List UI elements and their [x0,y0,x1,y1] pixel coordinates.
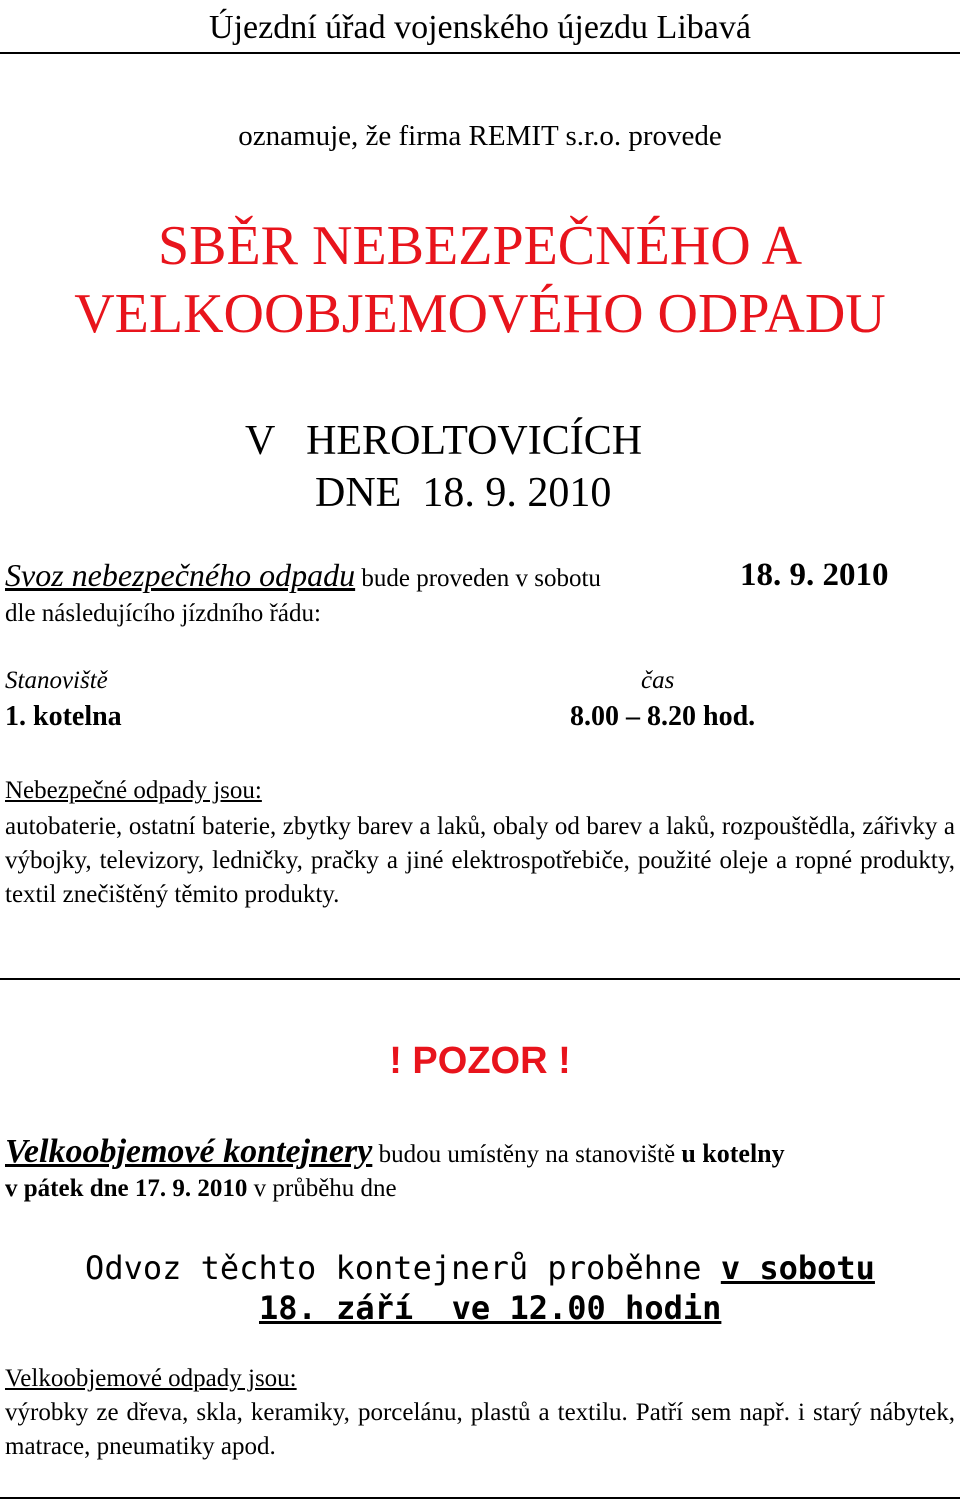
hazardous-list: autobaterie, ostatní baterie, zbytky barev a laků, obaly od barev a laků, rozpouštědla, zářivky a výbojky, televizory, ledničky, pračky a jiné elektrospotřebiče, použité oleje a ropné produkty, textil znečištěný těmito produkty. [5,813,955,908]
schedule-time: 8.00 – 8.20 hod. [570,701,756,732]
page-title: Újezdní úřad vojenského újezdu Libavá [209,9,751,46]
section-rule [0,978,960,980]
bulky-list: výrobky ze dřeva, skla, keramiky, porcelánu, plastů a textilu. Patří sem např. i starý nábytek, matrace, pneumatiky apod. [5,1399,955,1460]
containers-time-note: v průběhu dne [247,1175,397,1202]
schedule-line-2: dle následujícího jízdního řádu: [5,600,321,627]
bottom-rule [0,1497,960,1499]
containers-place: u kotelny [681,1139,785,1168]
schedule-lead-underlined: Svoz nebezpečného odpadu [5,557,356,593]
pickup-date-time: 18. září ve 12.00 hodin [259,1289,722,1327]
headline-line-2: VELKOOBJEMOVÉHO ODPADU [74,283,886,345]
location-line: V HEROLTOVICÍCH [245,418,643,464]
containers-lead: Velkoobjemové kontejnery [5,1133,373,1170]
containers-line-1 [5,1130,785,1177]
date-line: DNE 18. 9. 2010 [315,470,612,516]
hazardous-heading: Nebezpečné odpady jsou: [5,777,262,804]
bulky-heading: Velkoobjemové odpady jsou: [5,1365,297,1392]
pickup-day: v sobotu [720,1249,875,1287]
containers-line-2 [5,1173,397,1205]
containers-mid: budou umístěny na stanoviště [372,1141,682,1168]
schedule-date: 18. 9. 2010 [740,557,889,593]
pickup-line-1 [0,1248,960,1288]
containers-date: v pátek dne 17. 9. 2010 [5,1175,248,1202]
column-place-header: Stanoviště [5,667,108,694]
column-time-header: čas [641,667,675,694]
schedule-lead-rest: bude proveden v sobotu [355,565,601,592]
warning-heading: ! POZOR ! [389,1040,571,1082]
schedule-lead [5,558,601,596]
intro-line: oznamuje, že firma REMIT s.r.o. provede [238,120,722,152]
schedule-place: 1. kotelna [5,701,122,732]
headline-line-1: SBĚR NEBEZPEČNÉHO A [157,215,803,277]
pickup-text: Odvoz těchto kontejnerů proběhne [85,1249,721,1287]
title-rule [0,52,960,54]
